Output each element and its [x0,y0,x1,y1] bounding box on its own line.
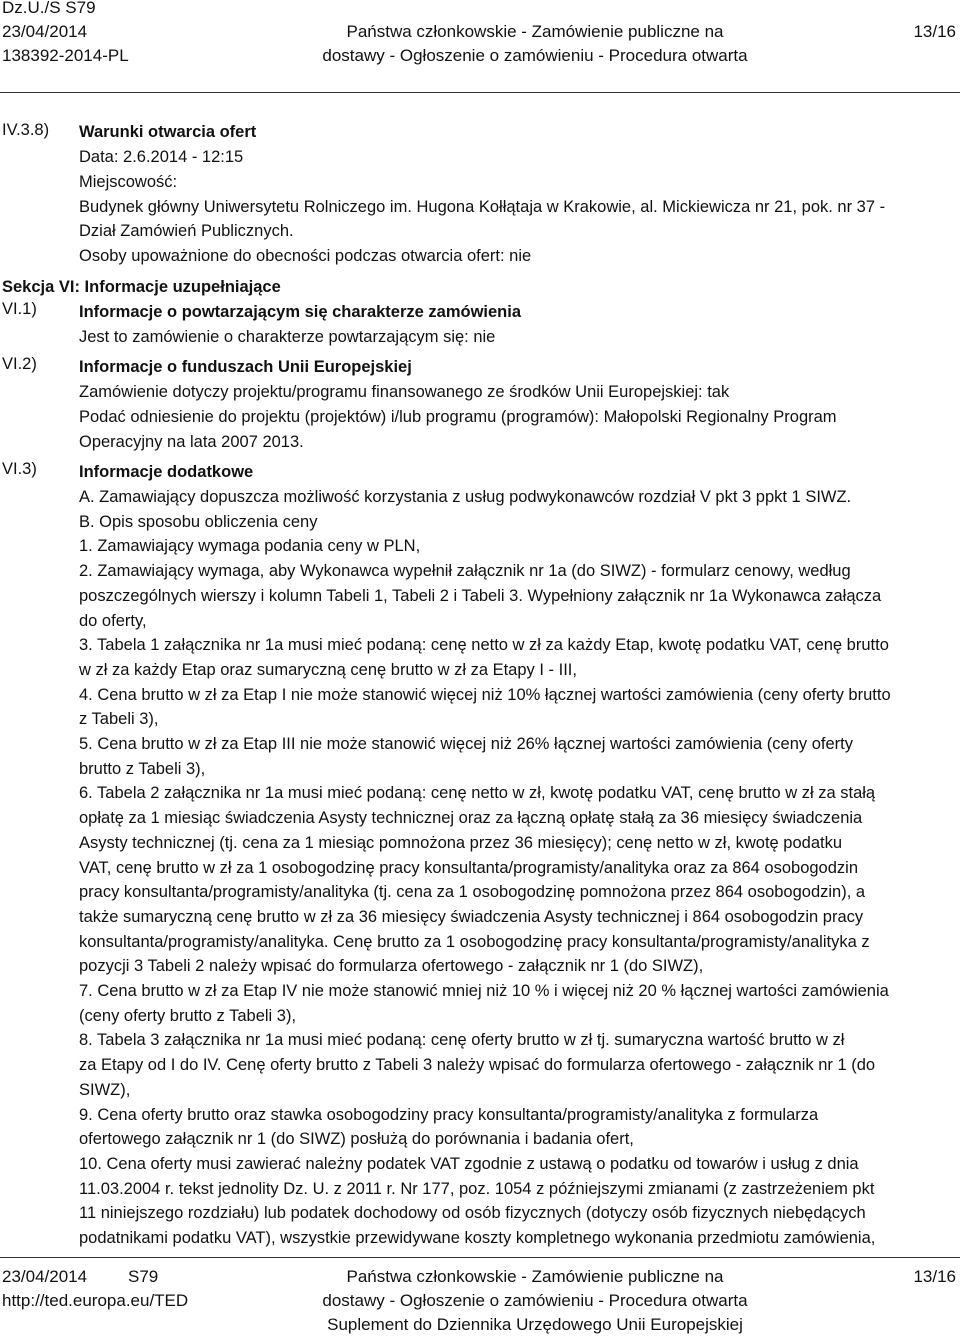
vi2-line1: Zamówienie dotyczy projektu/programu finansowanego ze środków Unii Europejskiej: tak [79,383,730,401]
vi3-line: 6. Tabela 2 załącznika nr 1a musi mieć podaną: cenę netto w zł, kwotę podatku VAT, cenę brutto w zł za stałą [79,784,876,803]
footer-title-line2: dostawy - Ogłoszenie o zamówieniu - Procedura otwarta [322,1291,748,1310]
vi3-line: 11 niniejszego rozdziału) lub podatek dochodowy od osób fizycznych (dotyczy osób fizycznych niebędących [79,1204,866,1223]
vi3-line: SIWZ), [79,1080,131,1099]
vi3-line: 10. Cena oferty musi zawierać należny podatek VAT zgodnie z ustawą o podatku od towarów i usług z dnia [79,1154,859,1173]
section-label-vi1: VI.1) [2,300,37,318]
vi3-line: 1. Zamawiający wymaga podania ceny w PLN, [79,537,421,556]
vi3-line: z Tabeli 3), [79,710,159,729]
vi3-line: 9. Cena oferty brutto oraz stawka osobogodziny pracy konsultanta/programisty/analityka z formularza [79,1105,819,1124]
footer-series: S79 [128,1267,159,1286]
vi3-line: brutto z Tabeli 3), [79,759,206,778]
header-rule [0,92,960,93]
vi3-line: poszczególnych wierszy i kolumn Tabeli 1, Tabeli 2 i Tabeli 3. Wypełniony załącznik nr 1a Wykonawca załącza [79,586,882,605]
vi3-line: podatnikami podatku VAT), wszystkie przewidywane koszty kompletnego wykonania przedmiotu zamówienia, [79,1229,876,1248]
footer-date: 23/04/2014 [2,1267,88,1286]
footer-rule [0,1257,960,1258]
vi3-line: A. Zamawiający dopuszcza możliwość korzystania z usług podwykonawców rozdział V pkt 3 ppkt 1 SIWZ. [79,488,852,506]
vi2-line3: Operacyjny na lata 2007 2013. [79,433,304,451]
section-label-vi2: VI.2) [2,355,37,373]
vi2-heading: Informacje o funduszach Unii Europejskiej [79,358,412,376]
vi3-line: ofertowego załącznik nr 1 (do SIWZ) posłużą do porównania i badania ofert, [79,1130,634,1149]
section-label-iv38: IV.3.8) [2,121,50,139]
iv38-place-label: Miejscowość: [79,173,178,191]
vi3-line: 4. Cena brutto w zł za Etap I nie może stanowić więcej niż 10% łącznej wartości zamówienia (ceny oferty brutto [79,685,891,704]
header-title-line2: dostawy - Ogłoszenie o zamówieniu - Procedura otwarta [322,46,748,65]
vi3-line: 3. Tabela 1 załącznika nr 1a musi mieć podaną: cenę netto w zł za każdy Etap, kwotę podatku VAT, cenę brutto [79,636,889,655]
iv38-date: Data: 2.6.2014 - 12:15 [79,148,244,166]
vi1-text: Jest to zamówienie o charakterze powtarzającym się: nie [79,328,496,346]
iv38-heading: Warunki otwarcia ofert [79,123,257,141]
vi1-heading: Informacje o powtarzającym się charakterze zamówienia [79,303,522,321]
vi3-line: opłatę za 1 miesiąc świadczenia Asysty technicznej oraz za łączną opłatę stałą za 36 miesięcy świadczenia [79,809,863,828]
vi2-line2: Podać odniesienie do projektu (projektów) i/lub programu (programów): Małopolski Regionalny Program [79,408,837,426]
vi3-line: (ceny oferty brutto z Tabeli 3), [79,1006,297,1025]
vi3-line: pozycji 3 Tabeli 2 należy wpisać do formularza ofertowego - załącznik nr 1 (do SIWZ), [79,957,704,976]
vi3-line: do oferty, [79,611,147,630]
vi3-line: 2. Zamawiający wymaga, aby Wykonawca wypełnił załącznik nr 1a (do SIWZ) - formularz cenowy, według [79,562,851,581]
footer-page: 13/16 [913,1267,956,1286]
vi3-line: pracy konsultanta/programisty/analityka (tj. cena za 1 osobogodzinę pomnożona przez 864 osobogodzin), a [79,883,866,902]
footer-title-line1: Państwa członkowskie - Zamówienie publiczne na [346,1267,724,1286]
vi3-line: 8. Tabela 3 załącznika nr 1a musi mieć podaną: cenę oferty brutto w zł tj. sumaryczna wartość brutto w zł [79,1031,845,1050]
iv38-place-line1: Budynek główny Uniwersytetu Rolniczego im. Hugona Kołłątaja w Krakowie, al. Mickiewicza nr 21, pok. nr 37 - [79,198,886,216]
iv38-place-line2: Dział Zamówień Publicznych. [79,222,294,240]
iv38-persons: Osoby upoważnione do obecności podczas otwarcia ofert: nie [79,247,532,265]
vi3-heading: Informacje dodatkowe [79,463,254,481]
vi3-line: także sumaryczną cenę brutto w zł za 36 miesięcy świadczenia Asysty technicznej i 864 osobogodzin pracy [79,907,864,926]
footer-title-line3: Suplement do Dziennika Urzędowego Unii Europejskiej [327,1315,743,1334]
vi3-line: konsultanta/programisty/analityka. Cenę brutto za 1 osobogodzinę pracy konsultanta/programisty/analityka z [79,932,870,951]
vi3-line: 7. Cena brutto w zł za Etap IV nie może stanowić mniej niż 10 % i więcej niż 20 % łącznej wartości zamówienia [79,982,889,1001]
header-date: 23/04/2014 [2,22,88,41]
vi3-line: 5. Cena brutto w zł za Etap III nie może stanowić więcej niż 26% łącznej wartości zamówienia (ceny oferty [79,735,854,754]
vi3-line: Asysty technicznej (tj. cena za 1 miesiąc pomnożona przez 36 miesięcy); cenę netto w zł, kwotę podatku [79,833,843,852]
section-vi-title: Sekcja VI: Informacje uzupełniające [2,278,281,296]
vi3-line: 11.03.2004 r. tekst jednolity Dz. U. z 2011 r. Nr 177, poz. 1054 z późniejszymi zmianami (z zastrzeżeniem pkt [79,1179,875,1198]
header-journal: Dz.U./S S79 [2,0,96,17]
vi3-line: w zł za każdy Etap oraz sumaryczną cenę brutto w zł za Etapy I - III, [79,660,577,679]
header-notice-id: 138392-2014-PL [2,46,129,65]
vi3-line: VAT, cenę brutto w zł za 1 osobogodzinę pracy konsultanta/programisty/analityka oraz za 864 osobogodzin [79,858,859,877]
header-page: 13/16 [913,22,956,41]
vi3-line: za Etapy od I do IV. Cenę oferty brutto z Tabeli 3 należy wpisać do formularza ofertowego - załącznik nr 1 (do [79,1056,876,1075]
vi3-line: B. Opis sposobu obliczenia ceny [79,512,318,531]
vi3-body [79,485,959,1251]
footer-url[interactable]: http://ted.europa.eu/TED [2,1291,189,1310]
header-title-line1: Państwa członkowskie - Zamówienie publiczne na [346,22,724,41]
section-label-vi3: VI.3) [2,460,37,478]
